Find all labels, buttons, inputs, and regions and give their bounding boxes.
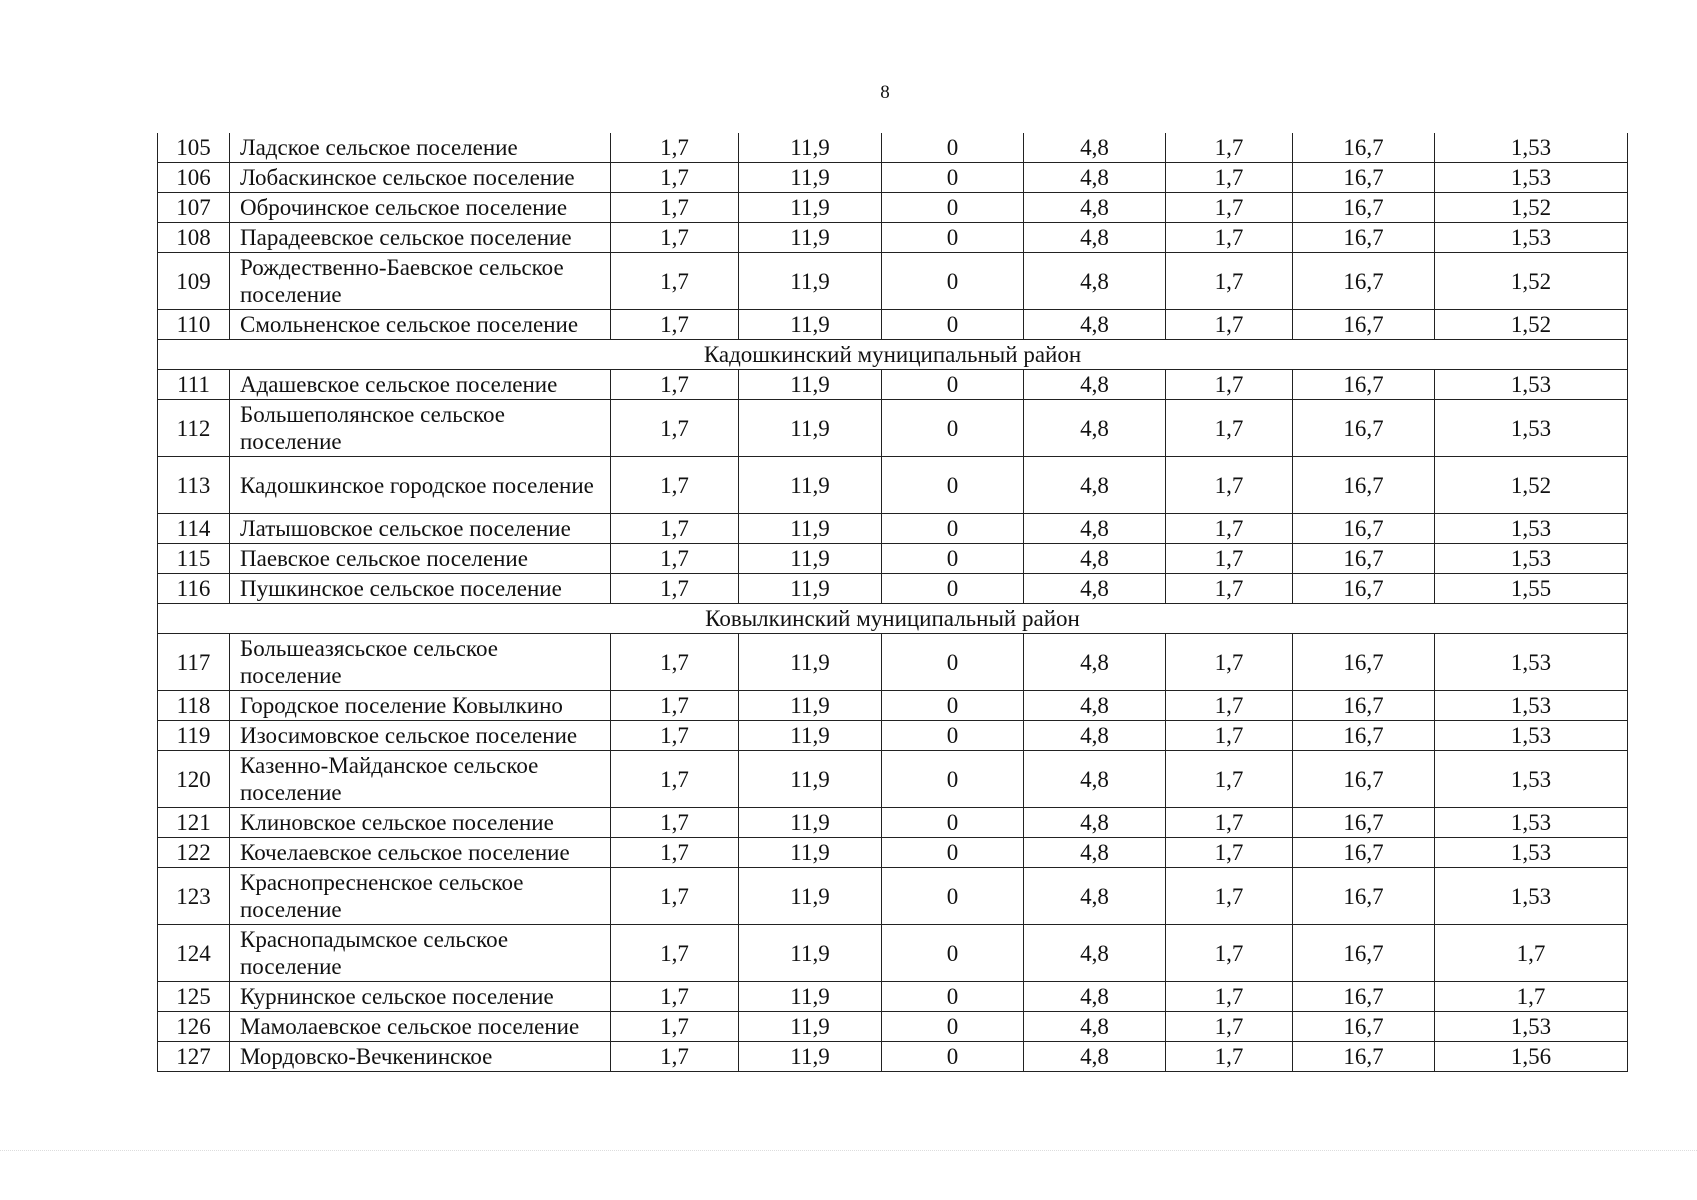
value-cell: 1,7 — [611, 133, 739, 163]
value-cell: 1,7 — [611, 634, 739, 691]
value-cell: 11,9 — [739, 982, 882, 1012]
value-cell: 0 — [882, 133, 1024, 163]
value-cell: 1,7 — [1166, 163, 1293, 193]
value-cell: 1,7 — [1166, 1042, 1293, 1072]
value-cell: 1,7 — [1166, 133, 1293, 163]
table-row — [158, 544, 1628, 574]
value-cell: 0 — [882, 163, 1024, 193]
value-cell: 16,7 — [1293, 808, 1435, 838]
value-cell: 4,8 — [1024, 691, 1166, 721]
value-cell: 1,52 — [1435, 457, 1628, 514]
value-cell: 1,7 — [611, 1012, 739, 1042]
value-cell: 4,8 — [1024, 223, 1166, 253]
value-cell: 0 — [882, 1012, 1024, 1042]
scan-edge-line — [0, 1150, 1697, 1152]
row-number: 123 — [158, 868, 230, 925]
row-number: 111 — [158, 370, 230, 400]
value-cell: 4,8 — [1024, 868, 1166, 925]
value-cell: 0 — [882, 574, 1024, 604]
value-cell: 11,9 — [739, 253, 882, 310]
value-cell: 1,7 — [1166, 634, 1293, 691]
row-number: 117 — [158, 634, 230, 691]
value-cell: 1,53 — [1435, 370, 1628, 400]
value-cell: 0 — [882, 982, 1024, 1012]
value-cell: 4,8 — [1024, 721, 1166, 751]
value-cell: 4,8 — [1024, 310, 1166, 340]
value-cell: 0 — [882, 1042, 1024, 1072]
value-cell: 0 — [882, 925, 1024, 982]
table-row — [158, 868, 1628, 925]
value-cell: 1,52 — [1435, 193, 1628, 223]
value-cell: 16,7 — [1293, 544, 1435, 574]
table-row — [158, 370, 1628, 400]
value-cell: 4,8 — [1024, 253, 1166, 310]
value-cell: 4,8 — [1024, 457, 1166, 514]
value-cell: 1,7 — [1166, 310, 1293, 340]
table-row — [158, 838, 1628, 868]
value-cell: 0 — [882, 868, 1024, 925]
value-cell: 4,8 — [1024, 400, 1166, 457]
value-cell: 0 — [882, 193, 1024, 223]
settlement-name: Клиновское сельское поселение — [230, 808, 611, 838]
value-cell: 4,8 — [1024, 133, 1166, 163]
value-cell: 11,9 — [739, 457, 882, 514]
settlements-table — [157, 133, 1628, 1072]
row-number: 116 — [158, 574, 230, 604]
value-cell: 11,9 — [739, 574, 882, 604]
settlement-name: Пушкинское сельское поселение — [230, 574, 611, 604]
settlement-name: Городское поселение Ковылкино — [230, 691, 611, 721]
value-cell: 1,53 — [1435, 223, 1628, 253]
value-cell: 1,7 — [1166, 838, 1293, 868]
value-cell: 1,7 — [611, 193, 739, 223]
row-number: 112 — [158, 400, 230, 457]
value-cell: 11,9 — [739, 1042, 882, 1072]
value-cell: 11,9 — [739, 514, 882, 544]
row-number: 110 — [158, 310, 230, 340]
table-row — [158, 808, 1628, 838]
value-cell: 1,7 — [611, 514, 739, 544]
value-cell: 11,9 — [739, 370, 882, 400]
table-row — [158, 982, 1628, 1012]
settlement-name: Рождественно-Баевское сельское поселение — [230, 253, 611, 310]
value-cell: 0 — [882, 544, 1024, 574]
value-cell: 1,7 — [1166, 370, 1293, 400]
value-cell: 4,8 — [1024, 634, 1166, 691]
value-cell: 1,56 — [1435, 1042, 1628, 1072]
value-cell: 0 — [882, 223, 1024, 253]
settlement-name: Краснопадымское сельское поселение — [230, 925, 611, 982]
value-cell: 4,8 — [1024, 370, 1166, 400]
table-row — [158, 400, 1628, 457]
row-number: 108 — [158, 223, 230, 253]
value-cell: 4,8 — [1024, 808, 1166, 838]
value-cell: 1,7 — [1166, 751, 1293, 808]
row-number: 120 — [158, 751, 230, 808]
table-body — [158, 133, 1628, 1072]
value-cell: 1,53 — [1435, 133, 1628, 163]
table-row — [158, 457, 1628, 514]
row-number: 125 — [158, 982, 230, 1012]
value-cell: 1,7 — [1166, 457, 1293, 514]
row-number: 122 — [158, 838, 230, 868]
value-cell: 1,53 — [1435, 544, 1628, 574]
settlement-name: Ладское сельское поселение — [230, 133, 611, 163]
value-cell: 1,7 — [611, 163, 739, 193]
district-section-row — [158, 604, 1628, 634]
value-cell: 1,7 — [1166, 253, 1293, 310]
value-cell: 11,9 — [739, 544, 882, 574]
value-cell: 11,9 — [739, 223, 882, 253]
value-cell: 4,8 — [1024, 193, 1166, 223]
value-cell: 1,7 — [1435, 925, 1628, 982]
value-cell: 1,7 — [611, 868, 739, 925]
value-cell: 1,7 — [1166, 691, 1293, 721]
value-cell: 11,9 — [739, 925, 882, 982]
row-number: 127 — [158, 1042, 230, 1072]
value-cell: 16,7 — [1293, 574, 1435, 604]
settlement-name: Парадеевское сельское поселение — [230, 223, 611, 253]
value-cell: 1,7 — [611, 253, 739, 310]
value-cell: 1,7 — [611, 808, 739, 838]
value-cell: 0 — [882, 370, 1024, 400]
value-cell: 1,7 — [1166, 925, 1293, 982]
value-cell: 0 — [882, 691, 1024, 721]
value-cell: 1,7 — [611, 751, 739, 808]
settlement-name: Кочелаевское сельское поселение — [230, 838, 611, 868]
value-cell: 1,7 — [611, 925, 739, 982]
settlement-name: Смольненское сельское поселение — [230, 310, 611, 340]
settlement-name: Паевское сельское поселение — [230, 544, 611, 574]
settlement-name: Изосимовское сельское поселение — [230, 721, 611, 751]
table-row — [158, 574, 1628, 604]
settlement-name: Адашевское сельское поселение — [230, 370, 611, 400]
value-cell: 0 — [882, 838, 1024, 868]
value-cell: 1,7 — [611, 457, 739, 514]
value-cell: 1,7 — [611, 691, 739, 721]
value-cell: 16,7 — [1293, 193, 1435, 223]
row-number: 119 — [158, 721, 230, 751]
value-cell: 0 — [882, 310, 1024, 340]
value-cell: 1,53 — [1435, 721, 1628, 751]
value-cell: 16,7 — [1293, 1042, 1435, 1072]
table-row — [158, 310, 1628, 340]
value-cell: 4,8 — [1024, 982, 1166, 1012]
table-row — [158, 514, 1628, 544]
value-cell: 16,7 — [1293, 310, 1435, 340]
value-cell: 4,8 — [1024, 574, 1166, 604]
value-cell: 1,7 — [611, 721, 739, 751]
value-cell: 16,7 — [1293, 370, 1435, 400]
settlement-name: Курнинское сельское поселение — [230, 982, 611, 1012]
value-cell: 16,7 — [1293, 691, 1435, 721]
table-row — [158, 751, 1628, 808]
settlement-name: Большеполянское сельское поселение — [230, 400, 611, 457]
value-cell: 0 — [882, 634, 1024, 691]
value-cell: 16,7 — [1293, 838, 1435, 868]
value-cell: 11,9 — [739, 400, 882, 457]
value-cell: 16,7 — [1293, 721, 1435, 751]
value-cell: 1,53 — [1435, 691, 1628, 721]
value-cell: 1,55 — [1435, 574, 1628, 604]
table-row — [158, 925, 1628, 982]
value-cell: 1,53 — [1435, 634, 1628, 691]
value-cell: 16,7 — [1293, 634, 1435, 691]
settlement-name: Большеазясьское сельское поселение — [230, 634, 611, 691]
value-cell: 16,7 — [1293, 982, 1435, 1012]
value-cell: 1,7 — [1166, 574, 1293, 604]
value-cell: 4,8 — [1024, 925, 1166, 982]
value-cell: 16,7 — [1293, 457, 1435, 514]
value-cell: 1,7 — [1166, 982, 1293, 1012]
table-row — [158, 1042, 1628, 1072]
value-cell: 0 — [882, 400, 1024, 457]
row-number: 115 — [158, 544, 230, 574]
value-cell: 0 — [882, 514, 1024, 544]
value-cell: 1,7 — [1435, 982, 1628, 1012]
value-cell: 1,7 — [611, 400, 739, 457]
value-cell: 11,9 — [739, 634, 882, 691]
table-row — [158, 721, 1628, 751]
value-cell: 4,8 — [1024, 544, 1166, 574]
value-cell: 0 — [882, 253, 1024, 310]
district-title: Кадошкинский муниципальный район — [158, 340, 1628, 370]
settlement-name: Мордовско-Вечкенинское — [230, 1042, 611, 1072]
value-cell: 11,9 — [739, 310, 882, 340]
value-cell: 0 — [882, 751, 1024, 808]
value-cell: 1,53 — [1435, 868, 1628, 925]
value-cell: 11,9 — [739, 721, 882, 751]
value-cell: 4,8 — [1024, 1042, 1166, 1072]
settlement-name: Краснопресненское сельское поселение — [230, 868, 611, 925]
table-row — [158, 634, 1628, 691]
table-row — [158, 1012, 1628, 1042]
table-row — [158, 691, 1628, 721]
value-cell: 1,7 — [1166, 721, 1293, 751]
value-cell: 16,7 — [1293, 925, 1435, 982]
value-cell: 1,7 — [1166, 400, 1293, 457]
settlement-name: Казенно-Майданское сельское поселение — [230, 751, 611, 808]
settlement-name: Оброчинское сельское поселение — [230, 193, 611, 223]
value-cell: 11,9 — [739, 193, 882, 223]
row-number: 126 — [158, 1012, 230, 1042]
row-number: 121 — [158, 808, 230, 838]
value-cell: 1,7 — [611, 574, 739, 604]
value-cell: 1,7 — [611, 223, 739, 253]
value-cell: 11,9 — [739, 133, 882, 163]
value-cell: 16,7 — [1293, 751, 1435, 808]
value-cell: 11,9 — [739, 868, 882, 925]
value-cell: 1,7 — [611, 544, 739, 574]
value-cell: 1,52 — [1435, 310, 1628, 340]
value-cell: 16,7 — [1293, 868, 1435, 925]
value-cell: 16,7 — [1293, 223, 1435, 253]
value-cell: 16,7 — [1293, 400, 1435, 457]
value-cell: 11,9 — [739, 838, 882, 868]
value-cell: 1,53 — [1435, 400, 1628, 457]
value-cell: 1,53 — [1435, 838, 1628, 868]
value-cell: 1,7 — [1166, 808, 1293, 838]
value-cell: 1,53 — [1435, 808, 1628, 838]
value-cell: 11,9 — [739, 1012, 882, 1042]
value-cell: 1,7 — [611, 370, 739, 400]
settlement-name: Кадошкинское городское поселение — [230, 457, 611, 514]
page-number: 8 — [880, 82, 890, 103]
value-cell: 1,7 — [1166, 223, 1293, 253]
value-cell: 11,9 — [739, 808, 882, 838]
value-cell: 1,53 — [1435, 163, 1628, 193]
settlement-name: Лобаскинское сельское поселение — [230, 163, 611, 193]
value-cell: 1,7 — [1166, 1012, 1293, 1042]
value-cell: 16,7 — [1293, 514, 1435, 544]
value-cell: 1,7 — [1166, 868, 1293, 925]
value-cell: 1,7 — [611, 982, 739, 1012]
row-number: 106 — [158, 163, 230, 193]
value-cell: 11,9 — [739, 163, 882, 193]
row-number: 109 — [158, 253, 230, 310]
row-number: 107 — [158, 193, 230, 223]
value-cell: 11,9 — [739, 691, 882, 721]
value-cell: 16,7 — [1293, 1012, 1435, 1042]
settlement-name: Латышовское сельское поселение — [230, 514, 611, 544]
district-section-row — [158, 340, 1628, 370]
table-row — [158, 133, 1628, 163]
value-cell: 1,7 — [611, 1042, 739, 1072]
value-cell: 1,7 — [611, 310, 739, 340]
value-cell: 4,8 — [1024, 163, 1166, 193]
value-cell: 1,7 — [611, 838, 739, 868]
value-cell: 16,7 — [1293, 163, 1435, 193]
value-cell: 1,52 — [1435, 253, 1628, 310]
value-cell: 16,7 — [1293, 133, 1435, 163]
value-cell: 1,7 — [1166, 193, 1293, 223]
value-cell: 4,8 — [1024, 838, 1166, 868]
value-cell: 1,53 — [1435, 751, 1628, 808]
table-row — [158, 253, 1628, 310]
row-number: 118 — [158, 691, 230, 721]
value-cell: 0 — [882, 808, 1024, 838]
row-number: 114 — [158, 514, 230, 544]
table-row — [158, 223, 1628, 253]
value-cell: 1,53 — [1435, 514, 1628, 544]
value-cell: 1,53 — [1435, 1012, 1628, 1042]
settlement-name: Мамолаевское сельское поселение — [230, 1012, 611, 1042]
row-number: 105 — [158, 133, 230, 163]
value-cell: 4,8 — [1024, 514, 1166, 544]
value-cell: 11,9 — [739, 751, 882, 808]
row-number: 124 — [158, 925, 230, 982]
value-cell: 1,7 — [1166, 514, 1293, 544]
value-cell: 16,7 — [1293, 253, 1435, 310]
value-cell: 0 — [882, 457, 1024, 514]
table-row — [158, 163, 1628, 193]
district-title: Ковылкинский муниципальный район — [158, 604, 1628, 634]
value-cell: 1,7 — [1166, 544, 1293, 574]
value-cell: 4,8 — [1024, 1012, 1166, 1042]
table-row — [158, 193, 1628, 223]
row-number: 113 — [158, 457, 230, 514]
value-cell: 4,8 — [1024, 751, 1166, 808]
value-cell: 0 — [882, 721, 1024, 751]
